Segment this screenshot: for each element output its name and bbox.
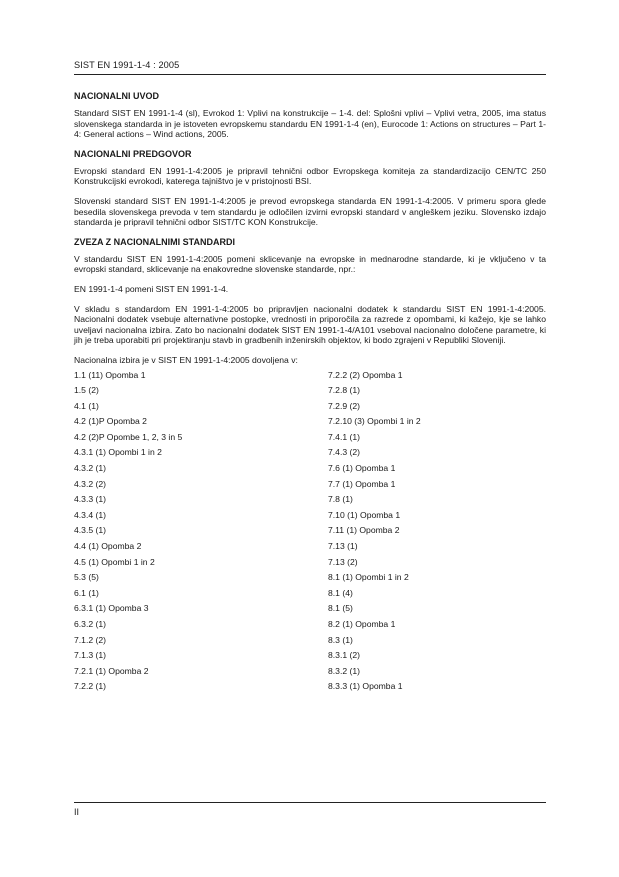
- list-item: 1.1 (11) Opomba 1: [74, 369, 146, 380]
- section-title: ZVEZA Z NACIONALNIMI STANDARDI: [74, 236, 235, 247]
- paragraph: V standardu SIST EN 1991-1-4:2005 pomeni sklicevanje na evropske in mednarodne standarde, ki je vključeno v ta evropski standard, sklicevanje na enakovredne slovenske standarde, npr.:: [74, 253, 546, 275]
- list-item: 4.5 (1) Opombi 1 in 2: [74, 556, 155, 567]
- list-item: 4.3.2 (2): [74, 478, 107, 489]
- list-item: 4.2 (1)P Opomba 2: [74, 416, 147, 427]
- list-item: 4.3.2 (1): [74, 463, 107, 474]
- paragraph: Standard SIST EN 1991-1-4 (sl), Evrokod 1: Vplivi na konstrukcije – 1-4. del: Splošni vplivi – Vplivi vetra, 2005, ima status slovenskega standarda in je istoveten evropskemu standardu EN 1991-1-4 (en), Eurocode 1: Actions on structures – Part 1-4: General actions – Wind actions, 2005.: [74, 108, 546, 140]
- list-item: 4.3.5 (1): [74, 525, 107, 536]
- section-title: NACIONALNI UVOD: [74, 91, 159, 101]
- list-item: 4.3.1 (1) Opombi 1 in 2: [74, 447, 162, 458]
- list-item: 7.2.10 (3) Opombi 1 in 2: [328, 416, 421, 427]
- footer-divider: [74, 802, 546, 803]
- list-item: 7.6 (1) Opomba 1: [328, 463, 396, 474]
- list-item: 7.11 (1) Opomba 2: [328, 525, 400, 536]
- list-item: 6.3.1 (1) Opomba 3: [74, 603, 149, 614]
- list-item: 7.2.8 (1): [328, 385, 361, 396]
- list-item: 7.13 (2): [328, 556, 358, 567]
- list-item: 7.1.2 (2): [74, 634, 107, 645]
- section-zveza-standardi: [74, 237, 546, 366]
- list-item: 6.3.2 (1): [74, 619, 107, 629]
- list-item: 4.2 (2)P Opombe 1, 2, 3 in 5: [74, 431, 183, 442]
- national-choice-column-left: [74, 368, 328, 695]
- list-item: 8.3.2 (1): [328, 665, 361, 676]
- page-number: II: [74, 807, 80, 817]
- list-item: 7.2.1 (1) Opomba 2: [74, 665, 149, 676]
- list-item: 5.3 (5): [74, 572, 99, 583]
- list-item: 7.1.3 (1): [74, 650, 107, 661]
- list-item: 8.1 (1) Opombi 1 in 2: [328, 572, 409, 583]
- paragraph: Slovenski standard SIST EN 1991-1-4:2005 je prevod evropskega standarda EN 1991-1-4:2005. V primeru spora glede besedila slovenskega prevoda v tem standardu je odločilen izvirni evropski standard v angleškem jeziku. Slovensko izdajo standarda je pripravil tehnični odbor SIST/TC KON Konstrukcije.: [74, 195, 546, 228]
- section-title: NACIONALNI PREDGOVOR: [74, 148, 192, 159]
- list-item: 8.2 (1) Opomba 1: [328, 619, 396, 629]
- list-item: 4.3.3 (1): [74, 494, 107, 505]
- paragraph: Nacionalna izbira je v SIST EN 1991-1-4:2005 dovoljena v:: [74, 354, 298, 365]
- list-item: 7.4.3 (2): [328, 447, 361, 458]
- list-item: 8.3 (1): [328, 634, 353, 645]
- national-choice-column-right: [328, 368, 546, 695]
- list-item: 8.3.1 (2): [328, 650, 361, 661]
- document-body: [74, 91, 546, 695]
- list-item: 8.3.3 (1) Opomba 1: [328, 681, 403, 692]
- list-item: 4.1 (1): [74, 400, 99, 411]
- list-item: 7.2.2 (1): [74, 681, 107, 692]
- list-item: 7.7 (1) Opomba 1: [328, 478, 396, 489]
- list-item: 8.1 (5): [328, 603, 353, 614]
- list-item: 7.8 (1): [328, 494, 353, 505]
- header-divider: [74, 74, 546, 75]
- document-header-title: SIST EN 1991-1-4 : 2005: [74, 60, 180, 70]
- list-item: 7.10 (1) Opomba 1: [328, 509, 401, 520]
- list-item: 7.4.1 (1): [328, 431, 361, 442]
- paragraph: Evropski standard EN 1991-1-4:2005 je pripravil tehnični odbor Evropskega komiteja za standardizacijo CEN/TC 250 Konstrukcijski evrokodi, katerega tajništvo je v pristojnosti BSI.: [74, 165, 546, 187]
- paragraph: EN 1991-1-4 pomeni SIST EN 1991-1-4.: [74, 283, 229, 294]
- list-item: 1.5 (2): [74, 385, 99, 396]
- list-item: 8.1 (4): [328, 587, 353, 598]
- paragraph: V skladu s standardom EN 1991-1-4:2005 bo pripravljen nacionalni dodatek k standardu SIST EN 1991-1-4:2005. Nacionalni dodatek vsebuje alternativne postopke, vrednosti in priporočila za razrede z opombami, ki kažejo, kje se lahko uveljavi nacionalna izbira. Zato bo nacionalni dodatek SIST EN 1991-1-4/A101 vseboval nacionalno določene parametre, ki jih je treba uporabiti pri projektiranju stavb in gradbenih inženirskih objektov, ki bodo zgrajeni v Republiki Sloveniji.: [74, 303, 546, 346]
- list-item: 7.2.9 (2): [328, 400, 361, 411]
- section-nacionalni-predgovor: [74, 149, 546, 228]
- list-item: 7.2.2 (2) Opomba 1: [328, 369, 403, 380]
- national-choice-list: [74, 368, 546, 695]
- list-item: 6.1 (1): [74, 587, 99, 598]
- list-item: 4.4 (1) Opomba 2: [74, 541, 142, 552]
- section-nacionalni-uvod: [74, 91, 546, 140]
- list-item: 4.3.4 (1): [74, 509, 107, 520]
- list-item: 7.13 (1): [328, 541, 358, 552]
